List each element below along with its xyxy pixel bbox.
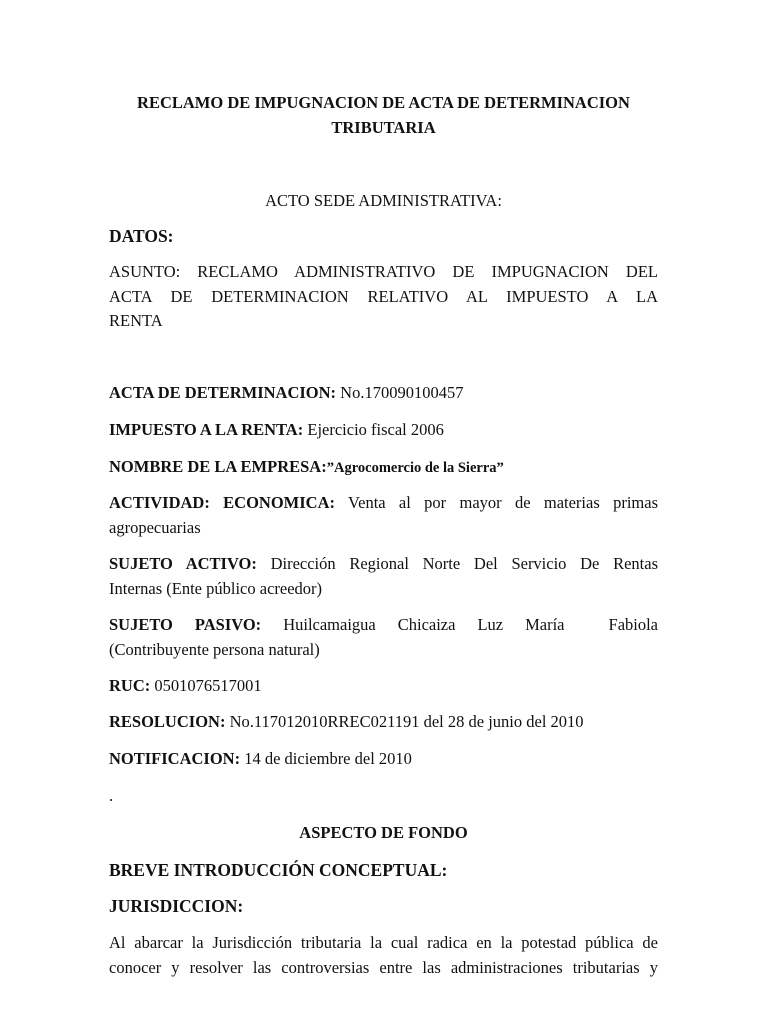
title-line-2: TRIBUTARIA [331,117,436,137]
sujeto-pasivo-value: Huilcamaigua Chicaiza Luz María Fabiola [261,615,659,634]
impuesto-value: Ejercicio fiscal 2006 [303,420,444,439]
separator-dot: . [109,786,114,805]
field-ruc [109,674,658,699]
resolucion-label: RESOLUCION: [109,712,226,731]
field-notificacion [109,747,658,772]
asunto-line-2: ACTA DE DETERMINACION RELATIVO AL IMPUESTO A LA [109,286,658,306]
actividad-label: ACTIVIDAD: ECONOMICA: [109,493,335,512]
field-sujeto-activo [109,552,658,601]
jurisdiccion-paragraph [109,931,658,980]
datos-label: DATOS: [109,226,174,246]
jurisdiccion-heading [109,894,658,919]
actividad-value-line-2: agropecuarias [109,517,201,537]
acta-value: No.170090100457 [336,383,464,402]
sujeto-activo-value: Dirección Regional Norte Del Servicio De Rentas [256,554,658,573]
ruc-value: 0501076517001 [150,676,262,695]
acta-label: ACTA DE DETERMINACION: [109,383,337,402]
paragraph-line-1: Al abarcar la Jurisdicción tributaria la cual radica en la potestad pública de [109,933,658,952]
asunto-line-1: ASUNTO: RECLAMO ADMINISTRATIVO DE IMPUGNACION DEL [109,262,658,281]
breve-heading [109,858,658,883]
acto-heading: ACTO SEDE ADMINISTRATIVA: [265,191,502,210]
notificacion-value: 14 de diciembre del 2010 [240,749,412,768]
sujeto-activo-line-2: Internas (Ente público acreedor) [109,578,323,598]
field-impuesto [109,418,658,443]
asunto-line-3: RENTA [109,311,163,330]
aspecto-label: ASPECTO DE FONDO [299,823,468,842]
resolucion-value: No.117012010RREC021191 del 28 de junio del 2010 [225,712,584,731]
paragraph-line-2: conocer y resolver las controversias entre las administraciones tributarias y [109,957,658,977]
asunto-paragraph [109,260,658,334]
sujeto-activo-label: SUJETO ACTIVO: [109,554,257,573]
breve-label: BREVE INTRODUCCIÓN CONCEPTUAL: [109,860,448,880]
jurisdiccion-label: JURISDICCION: [109,896,244,916]
field-actividad [109,491,658,540]
actividad-value: Venta al por mayor de materias primas [335,493,658,512]
impuesto-label: IMPUESTO A LA RENTA: [109,420,304,439]
datos-heading [109,224,658,249]
empresa-label: NOMBRE DE LA EMPRESA: [109,457,327,476]
sujeto-activo-line-1 [109,552,658,577]
empresa-value: ”Agrocomercio de la Sierra” [326,460,504,476]
title-line-1: RECLAMO DE IMPUGNACION DE ACTA DE DETERMINACION [137,93,630,112]
sujeto-pasivo-line-1 [109,613,658,638]
ruc-label: RUC: [109,676,151,695]
aspecto-heading [109,821,658,846]
field-empresa [109,455,658,481]
field-acta [109,381,658,406]
sujeto-pasivo-line-2: (Contribuyente persona natural) [109,639,320,659]
field-resolucion [109,710,658,735]
sujeto-pasivo-label: SUJETO PASIVO: [109,615,262,634]
notificacion-label: NOTIFICACION: [109,749,241,768]
field-sujeto-pasivo [109,613,658,662]
document-title [109,91,658,140]
actividad-line-1 [109,491,658,516]
